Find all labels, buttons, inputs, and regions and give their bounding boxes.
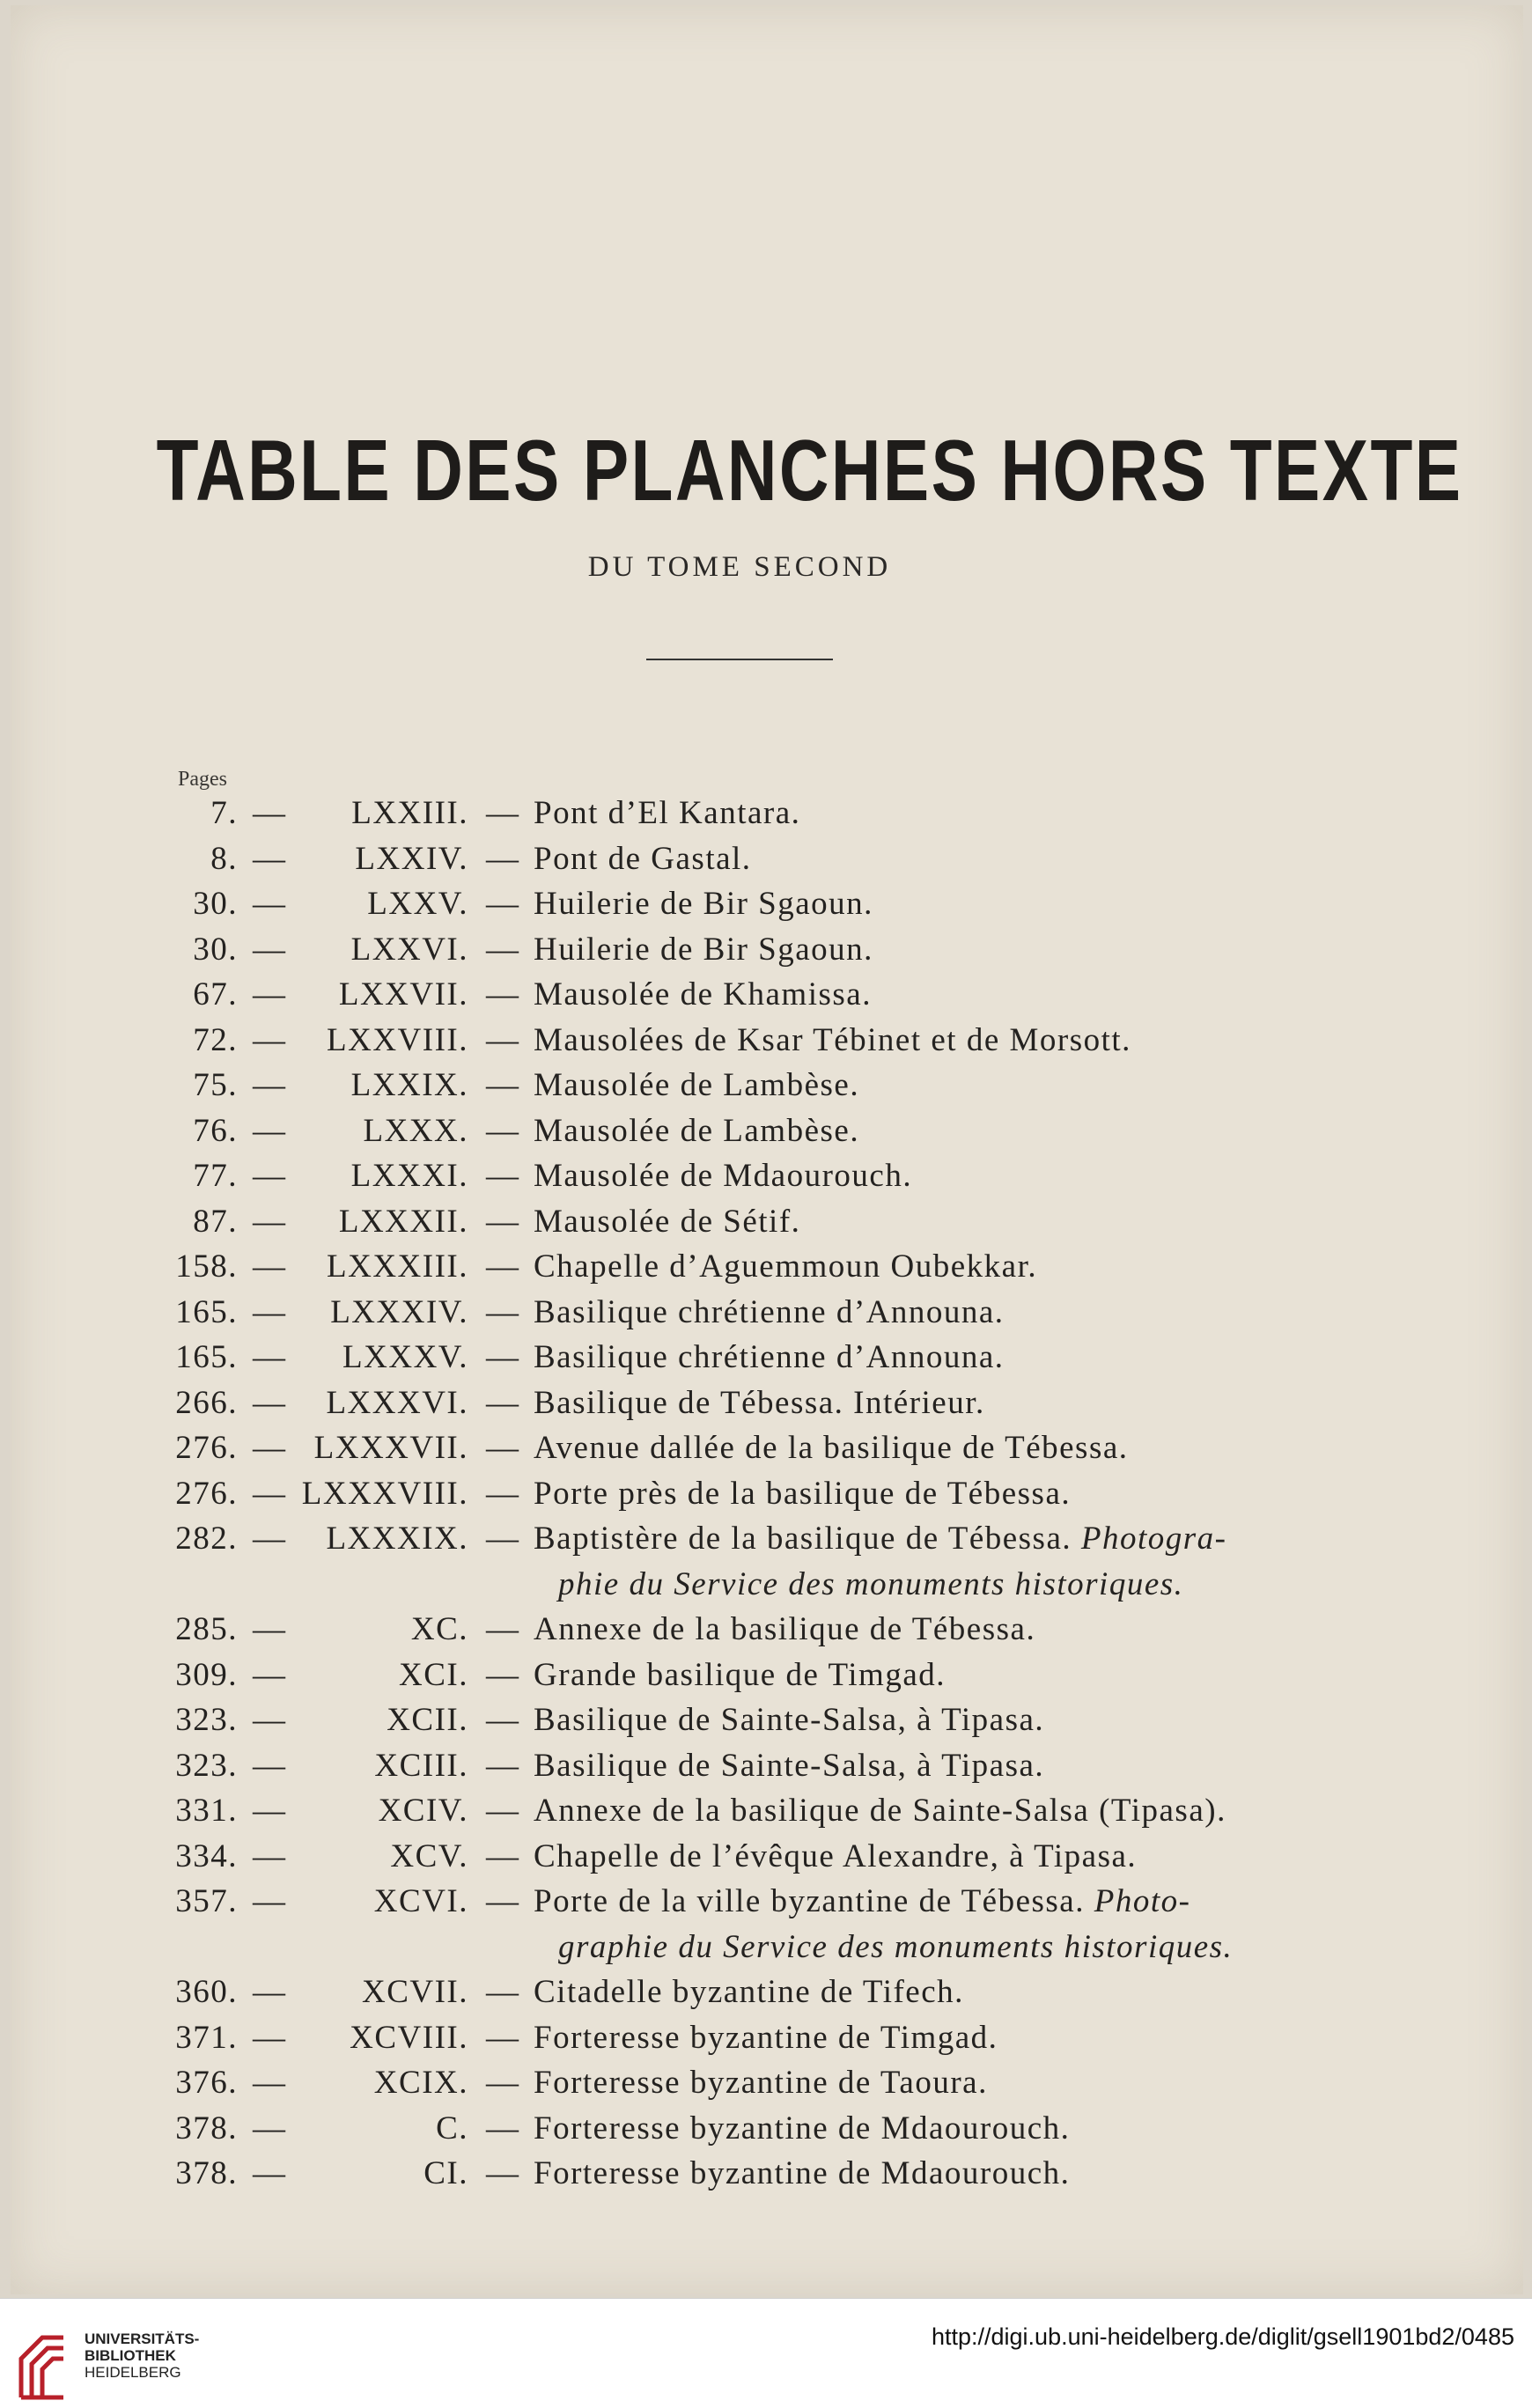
plate-row xyxy=(11,1203,1532,1248)
plate-title-text: Avenue dallée de la basilique de Tébessa. xyxy=(534,1430,1129,1466)
dash-separator: — xyxy=(253,976,287,1013)
plate-title xyxy=(534,1747,1300,1785)
plate-title xyxy=(534,1837,1300,1875)
library-logo-icon xyxy=(16,2323,70,2403)
plate-page-number: 266. xyxy=(175,1384,238,1421)
plate-title-text: Mausolée de Sétif. xyxy=(534,1203,801,1240)
plate-roman-numeral: XCIV. xyxy=(378,1793,468,1829)
plate-title xyxy=(534,1293,1300,1331)
dash-separator: — xyxy=(486,976,520,1013)
plate-title-text: Huilerie de Bir Sgaoun. xyxy=(534,931,873,968)
dash-separator: — xyxy=(486,1475,520,1512)
dash-separator: — xyxy=(253,931,287,968)
plate-title-text: Forteresse byzantine de Mdaourouch. xyxy=(534,2110,1071,2147)
plate-page-number: 357. xyxy=(175,1883,238,1919)
plate-row xyxy=(11,794,1532,840)
plate-title xyxy=(534,1157,1300,1195)
plate-title-text: Mausolée de Khamissa. xyxy=(534,976,872,1013)
plate-row xyxy=(11,1656,1532,1702)
plate-title-text: Pont de Gastal. xyxy=(534,840,752,877)
dash-separator: — xyxy=(253,1611,287,1647)
dash-separator: — xyxy=(253,1837,287,1874)
plate-page-number: 76. xyxy=(193,1112,238,1149)
plate-title xyxy=(534,2064,1300,2102)
plate-row xyxy=(11,1837,1532,1883)
dash-separator: — xyxy=(253,1067,287,1103)
plate-page-number: 30. xyxy=(193,886,238,922)
plate-row xyxy=(11,1293,1532,1339)
plate-roman-numeral: XCV. xyxy=(390,1837,468,1874)
dash-separator: — xyxy=(486,1521,520,1557)
plate-roman-numeral: LXXVIII. xyxy=(327,1021,468,1058)
dash-separator: — xyxy=(253,2155,287,2191)
dash-separator: — xyxy=(253,1021,287,1058)
plate-title xyxy=(534,2154,1300,2192)
plate-row xyxy=(11,1792,1532,1837)
plate-row xyxy=(11,2064,1532,2110)
plate-roman-numeral: LXXIV. xyxy=(355,840,468,877)
plate-row xyxy=(11,1882,1532,1973)
plate-roman-numeral: LXXVI. xyxy=(350,931,468,968)
plate-page-number: 30. xyxy=(193,931,238,968)
plate-row xyxy=(11,1520,1532,1610)
library-name-line2: BIBLIOTHEK xyxy=(85,2347,176,2364)
dash-separator: — xyxy=(486,931,520,968)
plate-page-number: 7. xyxy=(210,795,238,831)
plate-title-continuation: phie du Service des monuments historiques. xyxy=(558,1565,1184,1602)
plate-roman-numeral: XCIII. xyxy=(374,1747,468,1784)
plate-title-text: Annexe de la basilique de Sainte-Salsa (Tipasa). xyxy=(534,1793,1226,1829)
dash-separator: — xyxy=(486,2065,520,2101)
library-name-line1: UNIVERSITÄTS- xyxy=(85,2331,200,2347)
plate-row xyxy=(11,2019,1532,2065)
plate-title-continuation: graphie du Service des monuments historiques. xyxy=(558,1928,1234,1965)
dash-separator: — xyxy=(253,1158,287,1194)
dash-separator: — xyxy=(253,1747,287,1784)
dash-separator: — xyxy=(486,1702,520,1738)
plate-row xyxy=(11,931,1532,976)
plate-roman-numeral: XCIX. xyxy=(373,2065,468,2101)
plate-title-text: Forteresse byzantine de Timgad. xyxy=(534,2019,998,2056)
dash-separator: — xyxy=(253,1339,287,1375)
plate-row xyxy=(11,1747,1532,1793)
plate-row xyxy=(11,840,1532,886)
dash-separator: — xyxy=(486,2019,520,2056)
dash-separator: — xyxy=(253,1112,287,1149)
plate-title-text: Mausolée de Lambèse. xyxy=(534,1067,860,1103)
plate-page-number: 158. xyxy=(175,1248,238,1285)
plate-page-number: 323. xyxy=(175,1702,238,1738)
plates-list xyxy=(11,794,1532,2200)
plate-title-text: Mausolée de Lambèse. xyxy=(534,1112,860,1149)
dash-separator: — xyxy=(486,886,520,922)
dash-separator: — xyxy=(486,1067,520,1103)
plate-title xyxy=(534,1656,1300,1694)
plate-roman-numeral: CI. xyxy=(424,2155,468,2191)
dash-separator: — xyxy=(253,1656,287,1693)
dash-separator: — xyxy=(486,1656,520,1693)
plate-row xyxy=(11,976,1532,1021)
plate-row xyxy=(11,885,1532,931)
plate-roman-numeral: LXXIX. xyxy=(350,1067,468,1103)
footer-bar xyxy=(0,2298,1532,2408)
plate-title-text: Annexe de la basilique de Tébessa. xyxy=(534,1611,1036,1647)
dash-separator: — xyxy=(486,1248,520,1285)
plate-title-text: Baptistère de la basilique de Tébessa. xyxy=(534,1521,1072,1557)
plate-roman-numeral: LXXXIV. xyxy=(330,1293,468,1330)
plate-title xyxy=(534,1429,1300,1467)
plate-page-number: 309. xyxy=(175,1656,238,1693)
dash-separator: — xyxy=(486,1974,520,2010)
plate-title xyxy=(534,1112,1300,1150)
plate-title xyxy=(534,1203,1300,1241)
dash-separator: — xyxy=(253,1203,287,1240)
plate-row xyxy=(11,1112,1532,1158)
plate-roman-numeral: LXXXVII. xyxy=(313,1430,468,1466)
plate-row xyxy=(11,1157,1532,1203)
dash-separator: — xyxy=(486,1203,520,1240)
dash-separator: — xyxy=(253,1248,287,1285)
dash-separator: — xyxy=(253,1702,287,1738)
plate-page-number: 376. xyxy=(175,2065,238,2101)
plate-title xyxy=(534,2110,1300,2147)
plate-row xyxy=(11,1338,1532,1384)
plate-row xyxy=(11,1973,1532,2019)
plate-title-text: Mausolées de Ksar Tébinet et de Morsott. xyxy=(534,1021,1131,1058)
dash-separator: — xyxy=(253,1883,287,1919)
plate-roman-numeral: LXXX. xyxy=(363,1112,468,1149)
plate-page-number: 165. xyxy=(175,1339,238,1375)
plate-row xyxy=(11,1475,1532,1521)
plate-title-text: Basilique de Sainte-Salsa, à Tipasa. xyxy=(534,1747,1045,1784)
plate-roman-numeral: LXXXVIII. xyxy=(301,1475,468,1512)
plate-title xyxy=(534,1248,1300,1285)
plate-title xyxy=(534,2019,1300,2057)
plate-title-text: Mausolée de Mdaourouch. xyxy=(534,1158,913,1194)
plate-roman-numeral: XCVI. xyxy=(373,1883,468,1919)
library-name xyxy=(85,2331,199,2381)
dash-separator: — xyxy=(253,1384,287,1421)
plate-row xyxy=(11,1066,1532,1112)
plate-title xyxy=(534,794,1300,832)
plate-page-number: 285. xyxy=(175,1611,238,1647)
plate-page-number: 360. xyxy=(175,1974,238,2010)
dash-separator: — xyxy=(486,795,520,831)
dash-separator: — xyxy=(486,2155,520,2191)
plate-title xyxy=(534,840,1300,878)
dash-separator: — xyxy=(486,1021,520,1058)
dash-separator: — xyxy=(486,840,520,877)
plate-title-text: Forteresse byzantine de Taoura. xyxy=(534,2065,988,2101)
plate-roman-numeral: XC. xyxy=(410,1611,468,1647)
plate-row xyxy=(11,2154,1532,2200)
plate-title-credit: Photogra- xyxy=(1080,1521,1227,1557)
library-name-line3: HEIDELBERG xyxy=(85,2364,181,2381)
plate-row xyxy=(11,1701,1532,1747)
dash-separator: — xyxy=(253,1475,287,1512)
plate-title-text: Basilique chrétienne d’Announa. xyxy=(534,1293,1005,1330)
title-divider xyxy=(646,659,833,660)
plate-title xyxy=(534,1973,1300,2011)
dash-separator: — xyxy=(253,1430,287,1466)
dash-separator: — xyxy=(486,1384,520,1421)
plate-title-text: Porte près de la basilique de Tébessa. xyxy=(534,1475,1072,1512)
dash-separator: — xyxy=(253,840,287,877)
plate-title xyxy=(534,1882,1300,1920)
dash-separator: — xyxy=(486,1793,520,1829)
dash-separator: — xyxy=(486,2110,520,2147)
plate-page-number: 276. xyxy=(175,1475,238,1512)
plate-roman-numeral: XCI. xyxy=(399,1656,468,1693)
plate-row xyxy=(11,1021,1532,1067)
plate-title xyxy=(534,1792,1300,1830)
scanned-page xyxy=(11,5,1523,2294)
plate-page-number: 334. xyxy=(175,1837,238,1874)
plate-title-text: Chapelle d’Aguemmoun Oubekkar. xyxy=(534,1248,1038,1285)
plate-roman-numeral: LXXXII. xyxy=(338,1203,468,1240)
plate-title xyxy=(534,1338,1300,1376)
dash-separator: — xyxy=(486,1611,520,1647)
dash-separator: — xyxy=(486,1883,520,1919)
plate-title xyxy=(534,1021,1300,1059)
dash-separator: — xyxy=(253,886,287,922)
plate-roman-numeral: LXXXIX. xyxy=(326,1521,468,1557)
plate-row xyxy=(11,1429,1532,1475)
plate-roman-numeral: XCVII. xyxy=(361,1974,468,2010)
plate-title-text: Chapelle de l’évêque Alexandre, à Tipasa. xyxy=(534,1837,1138,1874)
permalink-url[interactable]: http://digi.ub.uni-heidelberg.de/diglit/gsell1901bd2/0485 xyxy=(931,2323,1514,2350)
dash-separator: — xyxy=(253,1974,287,2010)
plate-roman-numeral: LXXV. xyxy=(367,886,468,922)
plate-title-text: Citadelle byzantine de Tifech. xyxy=(534,1974,964,2010)
plate-roman-numeral: LXXVII. xyxy=(338,976,468,1013)
plate-page-number: 378. xyxy=(175,2155,238,2191)
dash-separator: — xyxy=(486,1293,520,1330)
plate-title-text: Forteresse byzantine de Mdaourouch. xyxy=(534,2155,1071,2191)
dash-separator: — xyxy=(486,1158,520,1194)
plate-row xyxy=(11,1248,1532,1293)
page-subtitle: DU TOME SECOND xyxy=(587,551,892,583)
dash-separator: — xyxy=(253,795,287,831)
plate-row xyxy=(11,1610,1532,1656)
plate-title-text: Basilique de Tébessa. Intérieur. xyxy=(534,1384,985,1421)
plate-title xyxy=(534,1384,1300,1422)
plate-title-credit: Photo- xyxy=(1094,1883,1191,1919)
plate-title xyxy=(534,1520,1300,1557)
plate-page-number: 72. xyxy=(193,1021,238,1058)
plate-page-number: 378. xyxy=(175,2110,238,2147)
plate-roman-numeral: LXXIII. xyxy=(351,795,468,831)
plate-row xyxy=(11,2110,1532,2155)
plate-title-text: Basilique de Sainte-Salsa, à Tipasa. xyxy=(534,1702,1045,1738)
plate-roman-numeral: LXXXI. xyxy=(350,1158,468,1194)
dash-separator: — xyxy=(253,1293,287,1330)
plate-roman-numeral: XCII. xyxy=(387,1702,468,1738)
plate-page-number: 67. xyxy=(193,976,238,1013)
plate-title xyxy=(534,1066,1300,1104)
plate-roman-numeral: LXXXV. xyxy=(342,1339,468,1375)
plate-roman-numeral: LXXXIII. xyxy=(327,1248,468,1285)
plate-page-number: 8. xyxy=(210,840,238,877)
plate-page-number: 371. xyxy=(175,2019,238,2056)
dash-separator: — xyxy=(253,2019,287,2056)
dash-separator: — xyxy=(486,1112,520,1149)
dash-separator: — xyxy=(253,2110,287,2147)
plate-title-text: Basilique chrétienne d’Announa. xyxy=(534,1339,1005,1375)
plate-page-number: 276. xyxy=(175,1430,238,1466)
plate-roman-numeral: LXXXVI. xyxy=(326,1384,468,1421)
dash-separator: — xyxy=(253,1793,287,1829)
plate-page-number: 75. xyxy=(193,1067,238,1103)
plate-title-text: Pont d’El Kantara. xyxy=(534,795,801,831)
plate-page-number: 165. xyxy=(175,1293,238,1330)
plate-title-text: Grande basilique de Timgad. xyxy=(534,1656,946,1693)
dash-separator: — xyxy=(486,1339,520,1375)
plate-page-number: 331. xyxy=(175,1793,238,1829)
dash-separator: — xyxy=(486,1837,520,1874)
plate-page-number: 323. xyxy=(175,1747,238,1784)
dash-separator: — xyxy=(253,1521,287,1557)
plate-page-number: 282. xyxy=(175,1521,238,1557)
plate-title xyxy=(534,931,1300,968)
plate-title-text: Huilerie de Bir Sgaoun. xyxy=(534,886,873,922)
pages-column-label: Pages xyxy=(178,768,227,791)
plate-row xyxy=(11,1384,1532,1430)
plate-title xyxy=(534,1475,1300,1513)
dash-separator: — xyxy=(253,2065,287,2101)
plate-roman-numeral: XCVIII. xyxy=(350,2019,468,2056)
plate-page-number: 77. xyxy=(193,1158,238,1194)
plate-title xyxy=(534,885,1300,923)
dash-separator: — xyxy=(486,1747,520,1784)
plate-page-number: 87. xyxy=(193,1203,238,1240)
plate-roman-numeral: C. xyxy=(436,2110,468,2147)
dash-separator: — xyxy=(486,1430,520,1466)
plate-title xyxy=(534,1610,1300,1648)
page-title: TABLE DES PLANCHES HORS TEXTE xyxy=(156,422,1463,519)
plate-title xyxy=(534,1701,1300,1739)
plate-title-text: Porte de la ville byzantine de Tébessa. xyxy=(534,1883,1085,1919)
plate-title xyxy=(534,976,1300,1013)
